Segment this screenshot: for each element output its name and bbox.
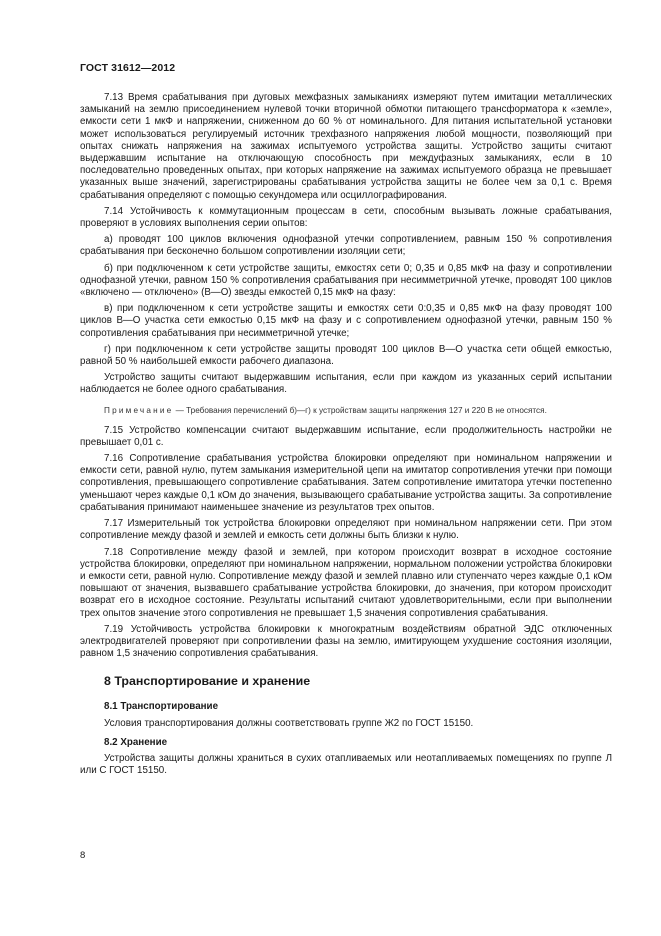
document-header: ГОСТ 31612—2012 (80, 62, 176, 74)
section-8-1-title: 8.1 Транспортирование (104, 701, 219, 713)
document-page (80, 62, 612, 777)
section-8-1-text: Условия транспортирования должны соответствовать группе Ж2 по ГОСТ 15150. (104, 717, 474, 729)
note-label: Примечание (104, 405, 174, 415)
list-item-b: б) при подключенном к сети устройстве защиты, емкостях сети 0; 0,35 и 0,85 мкФ на фазу и сопротивлении однофазной утечки, равном 150 % сопротивления срабатывания при несимметричной утечке, проводят 100 циклов «включено — отключено» (В—О) звезды емкостей 0,15 мкФ на фазу: (80, 262, 612, 299)
paragraph-conclusion: Устройство защиты считают выдержавшим испытания, если при каждом из указанных серий испытании наблюдается не более одного срабатывания. (80, 372, 612, 396)
list-item-a: а) проводят 100 циклов включения однофазной утечки сопротивлением, равным 150 % сопротивления срабатывания при бесконечно большом сопротивлении изоляции сети; (80, 234, 612, 258)
paragraph-7-15: 7.15 Устройство компенсации считают выдержавшим испытание, если продолжительность настройки не превышает 0,01 с. (80, 424, 612, 448)
paragraph-7-16: 7.16 Сопротивление срабатывания устройства блокировки определяют при номинальном напряжении и емкости сети, равной нулю, путем замыкания измерительной цепи на имитатор сопротивления утечки при помощи сопротивления, превышающего сопротивление срабатывания. Затем сопротивление имитатора утечки постепенно уменьшают через каждые 0,1 кОм до значения, вызывающего срабатывание устройства защиты. За сопротивление срабатывания принимают наименьшее значение из результатов трех опытов. (80, 453, 612, 513)
list-item-v: в) при подключенном к сети устройстве защиты и емкостях сети 0:0,35 и 0,85 мкФ на фазу проводят 100 циклов В—О участка сети емкостью 0,15 мкФ на фазу и с сопротивлением однофазной утечки, равным 150 % сопротивления срабатывания при несимметричной утечке; (80, 303, 612, 339)
paragraph-7-19: 7.19 Устойчивость устройства блокировки к многократным воздействиям обратной ЭДС отключенных электродвигателей проверяют при сопротивлении фазы на землю, имитирующем ухудшение состояния изоляции, равном 1,5 значению сопротивления срабатывания. (80, 623, 612, 660)
list-item-g: г) при подключенном к сети устройстве защиты проводят 100 циклов В—О участка сети общей емкостью, равной 50 % наибольшей емкости рабочего диапазона. (80, 343, 612, 368)
section-8-title: 8 Транспортирование и хранение (104, 674, 311, 689)
paragraph-7-13: 7.13 Время срабатывания при дуговых межфазных замыканиях измеряют путем имитации металлических замыканий на землю присоединением нулевой точки вторичной обмотки питающего трансформатора к «земле», емкости сети 1 мкФ и напряжении, сниженном до 60 % от номинального. Для питания испытательной установки может использоваться регулируемый источник трехфазного напряжения любой мощности, позволяющий при опытах снижать напряжения на зажимах испытуемого устройства защиты. Устройство защиты считают выдержавшим испытание на отключающую способность при междуфазных замыканиях, если в 10 последовательно проведенных опытах, при которых напряжение на зажимах испытуемого образца не превышает указанных выше значений, зарегистрированы срабатывания устройства защиты не более чем за 0,1 с. Время срабатывания определяют с помощью секундомера или осциллографирования. (80, 92, 612, 201)
note (80, 405, 612, 416)
page-number: 8 (80, 850, 86, 861)
paragraph-7-14: 7.14 Устойчивость к коммутационным процессам в сети, способным вызывать ложные срабатывания, проверяют в условиях выполнения серии опытов: (80, 205, 612, 230)
section-8-2-text: Устройства защиты должны храниться в сухих отапливаемых или неотапливаемых помещениях по группе Л или С ГОСТ 15150. (80, 752, 612, 777)
section-8-2-title: 8.2 Хранение (104, 736, 168, 748)
paragraph-7-18: 7.18 Сопротивление между фазой и землей, при котором происходит возврат в исходное состояние устройства блокировки, определяют при номинальном напряжении, нормальном положении устройства блокировки и емкости сети, равной нулю. Сопротивление между фазой и землей плавно или ступенчато через каждые 0,1 кОм повышают от значения, вызвавшего срабатывание устройства блокировки, до значения, при котором происходит возврат его в исходное состояние. Результаты испытаний считают удовлетворительными, если при выполнении трех опытов значение этого сопротивления не превышает 1,5 значения сопротивления срабатывания. (80, 546, 612, 619)
note-text: — Требования перечислений б)—г) к устройствам защиты напряжения 127 и 220 В не относятся. (173, 405, 547, 415)
paragraph-7-17: 7.17 Измерительный ток устройства блокировки определяют при номинальном напряжении сети. При этом сопротивление между фазой и землей и емкость сети должны быть близки к нулю. (80, 518, 612, 542)
